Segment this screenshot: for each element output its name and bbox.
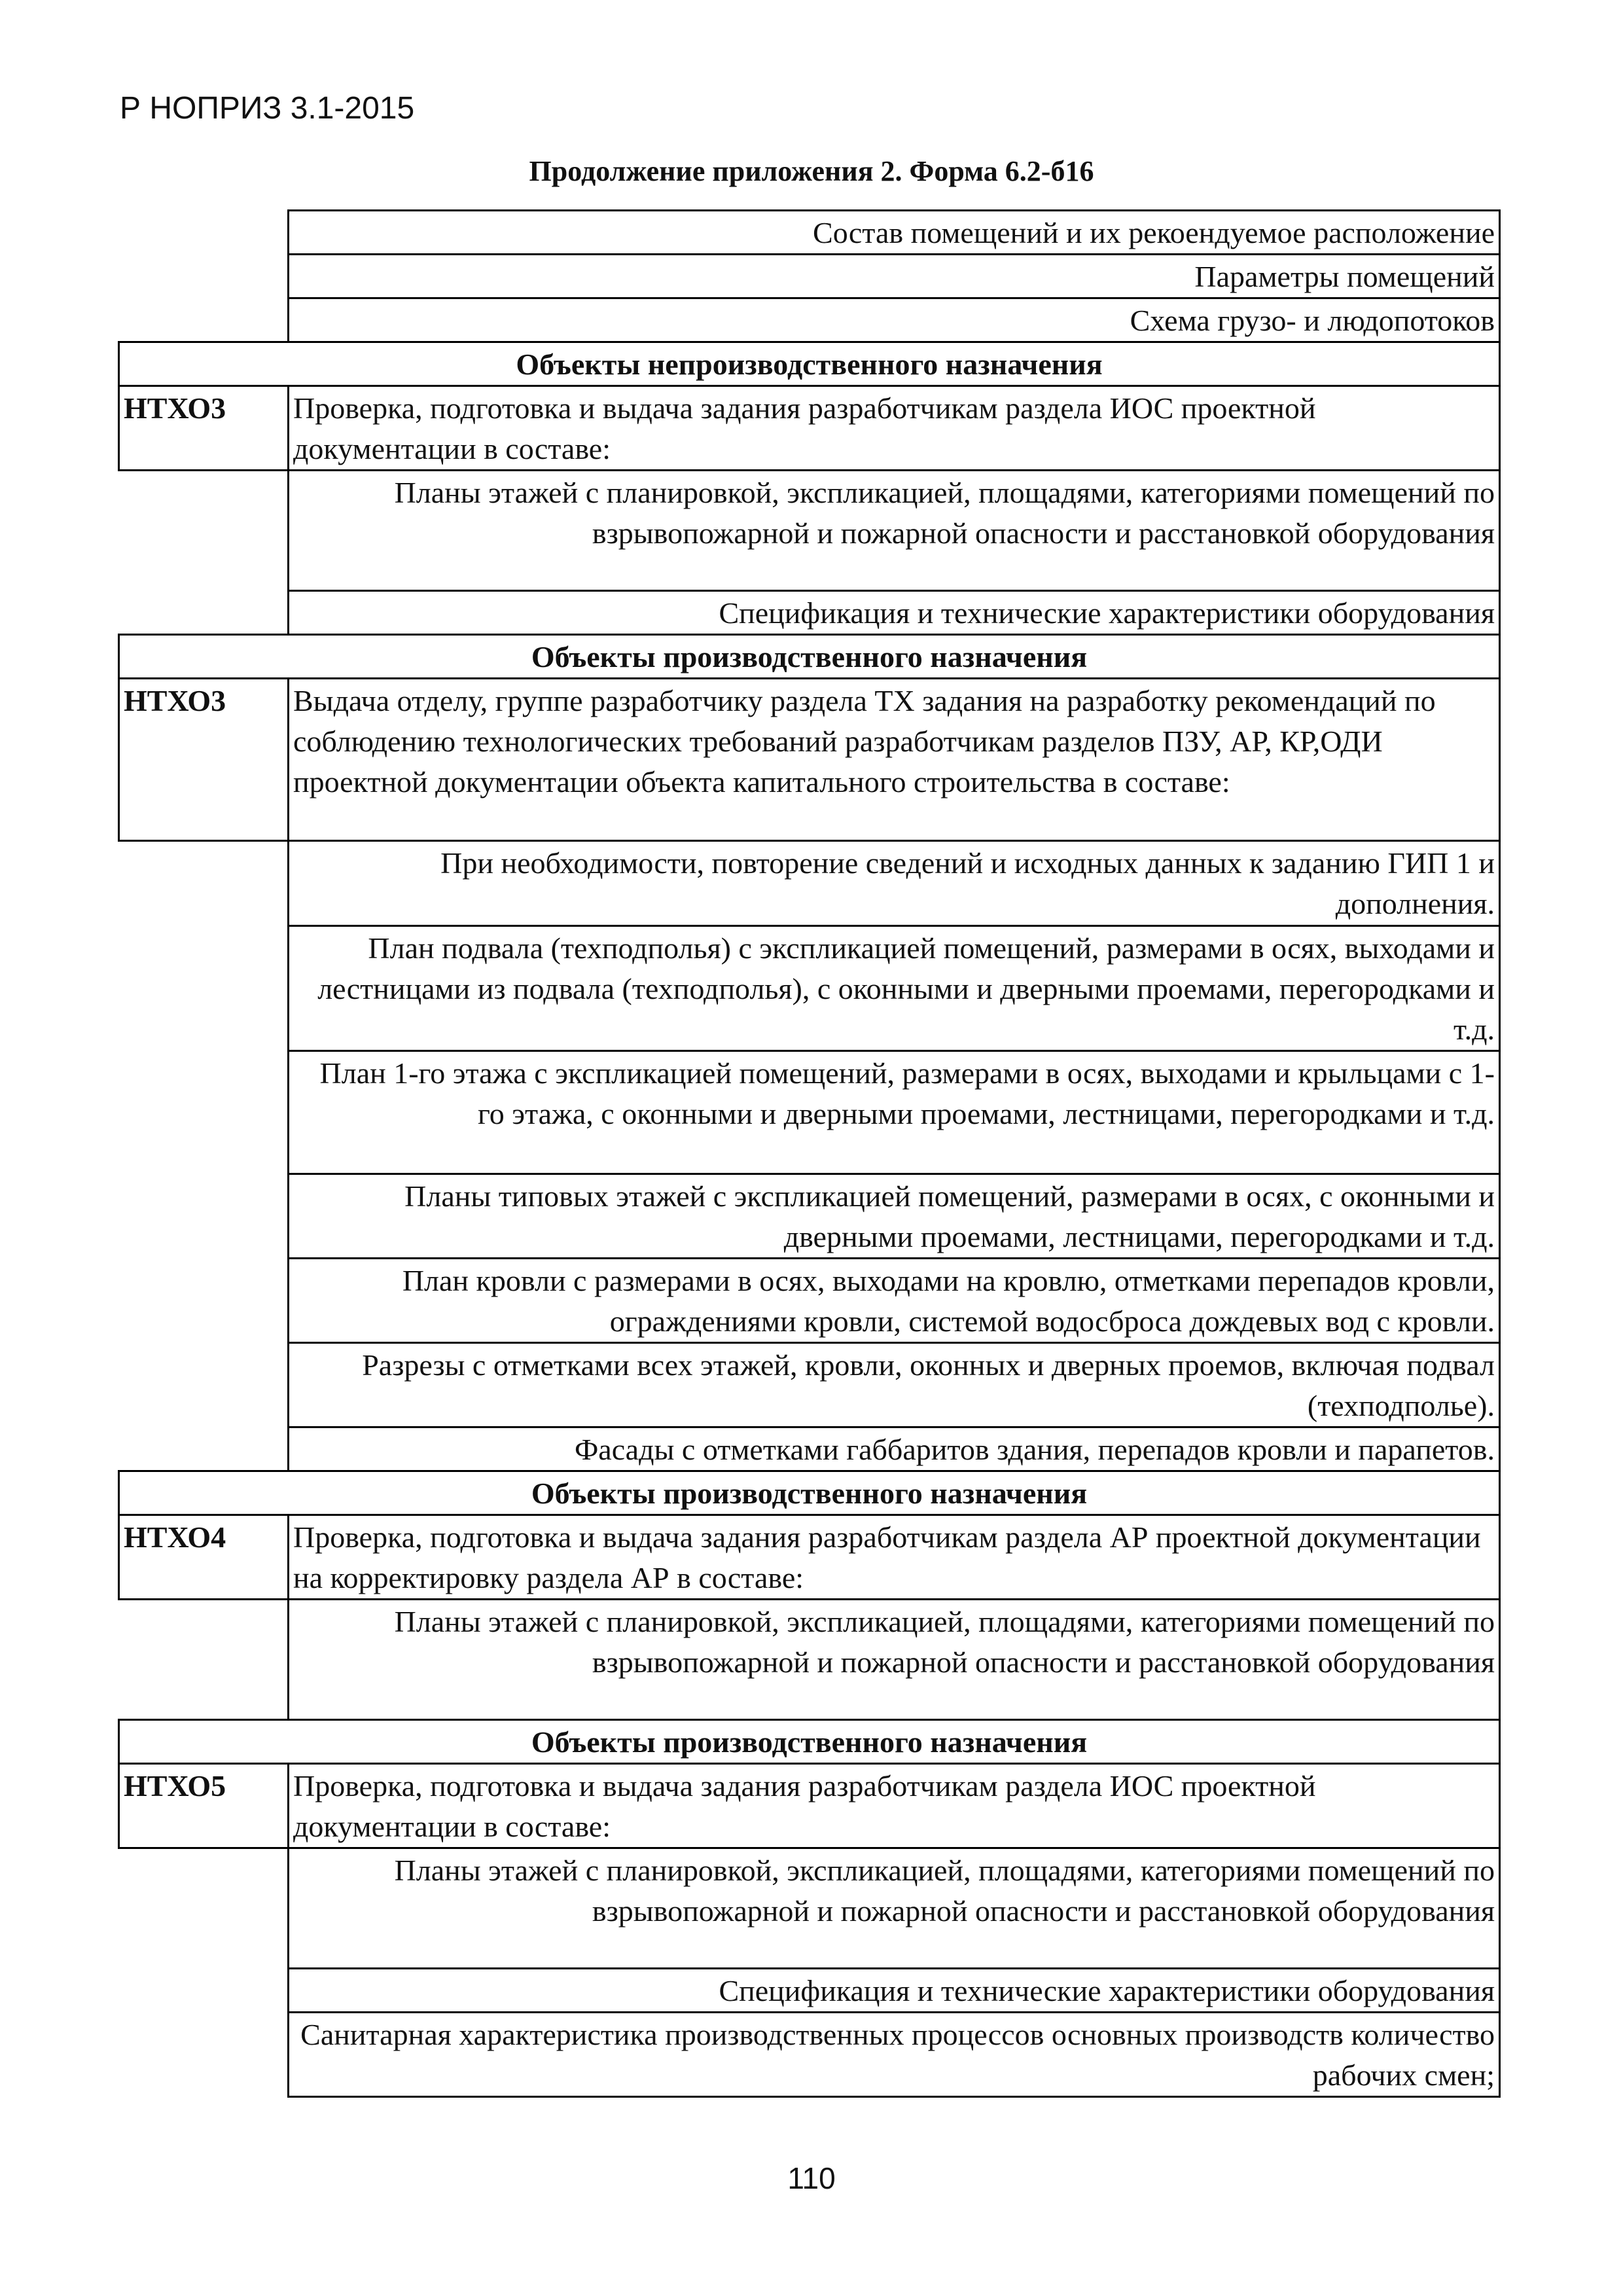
table-row [119,2013,1500,2097]
item-cell: Планы этажей с планировкой, экспликацией, площадями, категориями помещений по взрывопожарной и пожарной опасности и расстановкой оборудования [289,1600,1500,1720]
table-row [119,1051,1500,1174]
section-title-row [119,635,1500,679]
item-cell: Фасады с отметками габбаритов здания, перепадов кровли и парапетов. [289,1427,1500,1471]
item-cell: Планы этажей с планировкой, экспликацией, площадями, категориями помещений по взрывопожарной и пожарной опасности и расстановкой оборудования [289,471,1500,591]
item-cell: Разрезы с отметками всех этажей, кровли, оконных и дверных проемов, включая подвал (техподполье). [289,1343,1500,1427]
header-cell: Схема грузо- и людопотоков [289,298,1500,342]
task-text: Проверка, подготовка и выдача задания разработчикам раздела ИОС проектной документации в составе: [289,1764,1500,1848]
task-code: НТХО4 [119,1515,289,1600]
task-row [119,679,1500,841]
item-cell: Планы типовых этажей с экспликацией помещений, размерами в осях, с оконными и дверными проемами, лестницами, перегородками и т.д. [289,1174,1500,1259]
table-row [119,298,1500,342]
item-cell: План 1-го этажа с экспликацией помещений, размерами в осях, выходами и крыльцами с 1-го этажа, с оконными и дверными проемами, лестницами, перегородками и т.д. [289,1051,1500,1174]
table-row [119,255,1500,298]
item-cell: План кровли с размерами в осях, выходами на кровлю, отметками перепадов кровли, ограждениями кровли, системой водосброса дождевых вод с кровли. [289,1259,1500,1343]
task-code: НТХО5 [119,1764,289,1848]
table-row [119,211,1500,255]
table-row [119,926,1500,1051]
table-row [119,1427,1500,1471]
task-row [119,1515,1500,1600]
item-cell: Санитарная характеристика производственных процессов основных производств количество рабочих смен; [289,2013,1500,2097]
task-code: НТХО3 [119,386,289,471]
section-title-row [119,342,1500,386]
task-row [119,386,1500,471]
table-row [119,1600,1500,1720]
table-row [119,1343,1500,1427]
task-text: Проверка, подготовка и выдача задания разработчикам раздела АР проектной документации на корректировку раздела АР в составе: [289,1515,1500,1600]
document-code: Р НОПРИЗ 3.1-2015 [120,91,415,126]
section-title: Объекты непроизводственного назначения [119,342,1500,386]
section-title: Объекты производственного назначения [119,1471,1500,1515]
section-title: Объекты производственного назначения [119,635,1500,679]
task-row [119,1764,1500,1848]
table-row [119,591,1500,635]
item-cell: План подвала (техподполья) с экспликацией помещений, размерами в осях, выходами и лестницами из подвала (техподполья), с оконными и дверными проемами, перегородками и т.д. [289,926,1500,1051]
form-title: Продолжение приложения 2. Форма 6.2-б16 [529,155,1094,187]
item-cell: Спецификация и технические характеристики оборудования [289,1969,1500,2013]
task-text: Проверка, подготовка и выдача задания разработчикам раздела ИОС проектной документации в составе: [289,386,1500,471]
table-row [119,1259,1500,1343]
item-cell: Спецификация и технические характеристики оборудования [289,591,1500,635]
form-table [118,209,1501,2098]
table-row [119,1174,1500,1259]
section-title-row [119,1471,1500,1515]
header-cell: Состав помещений и их рекоендуемое расположение [289,211,1500,255]
table-row [119,1969,1500,2013]
section-title: Объекты производственного назначения [119,1720,1500,1764]
table-row [119,471,1500,591]
table-row [119,841,1500,926]
table-row [119,1848,1500,1969]
item-cell: Планы этажей с планировкой, экспликацией, площадями, категориями помещений по взрывопожарной и пожарной опасности и расстановкой оборудования [289,1848,1500,1969]
task-text: Выдача отделу, группе разработчику раздела ТХ задания на разработку рекомендаций по соблюдению технологических требований разработчикам разделов ПЗУ, АР, КР,ОДИ проектной документации объекта капитального строительства в составе: [289,679,1500,841]
page-number: 110 [787,2161,836,2195]
header-cell: Параметры помещений [289,255,1500,298]
section-title-row [119,1720,1500,1764]
task-code: НТХО3 [119,679,289,841]
item-cell: При необходимости, повторение сведений и исходных данных к заданию ГИП 1 и дополнения. [289,841,1500,926]
